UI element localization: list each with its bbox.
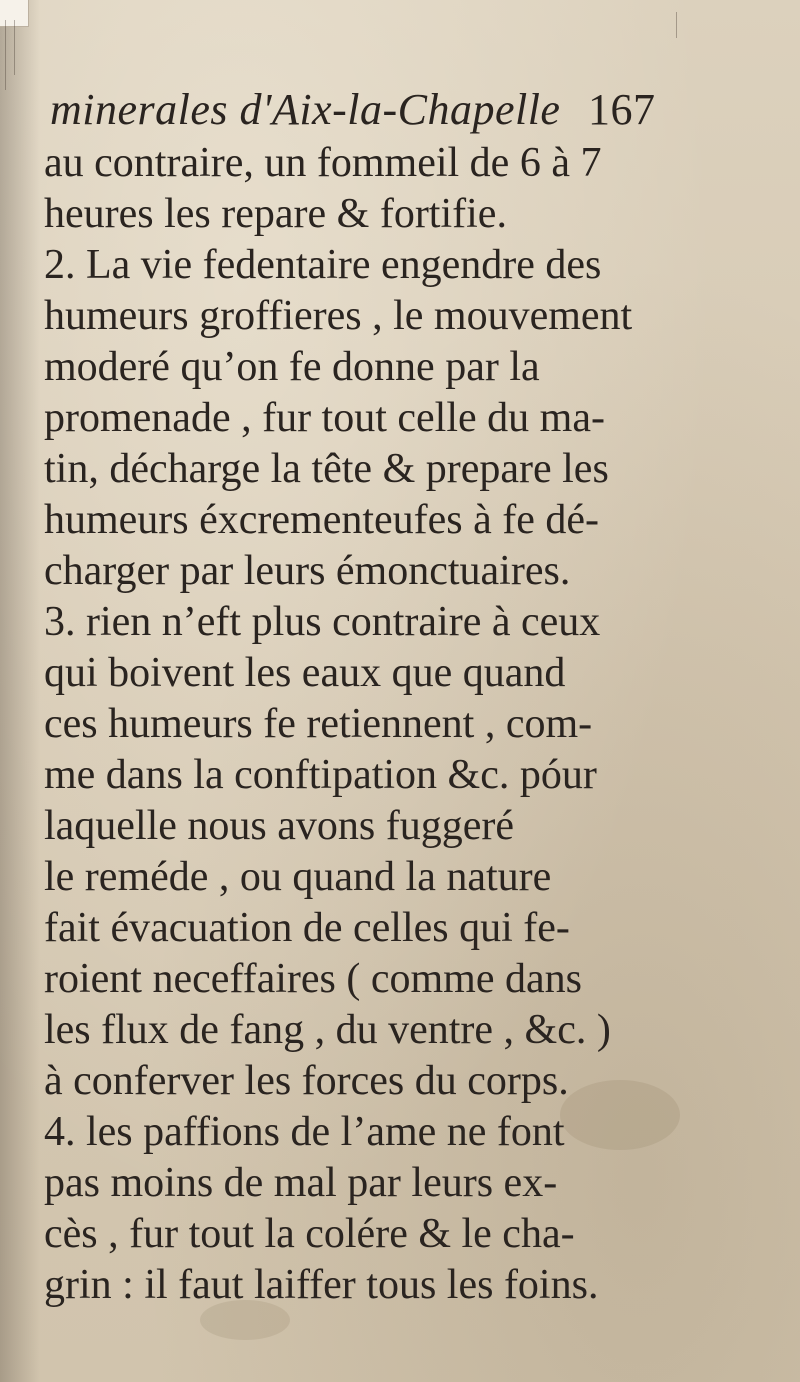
text-line: au contraire, un fommeil de 6 à 7 (44, 140, 602, 186)
text-line: à conferver les forces du corps. (44, 1058, 569, 1104)
text-line: 3. rien n’eft plus contraire à ceux (44, 599, 601, 645)
text-line: le reméde , ou quand la nature (44, 854, 552, 900)
text-line: fait évacuation de celles qui fe- (44, 905, 570, 951)
page-edge-line (14, 20, 15, 75)
text-line: moderé qu’on fe donne par la (44, 344, 540, 390)
text-line: 4. les paffions de l’ame ne font (44, 1109, 565, 1155)
gutter-shadow (0, 0, 40, 1382)
page-number: 167 (587, 85, 656, 134)
text-line: qui boivent les eaux que quand (44, 650, 566, 696)
text-line: roient neceffaires ( comme dans (44, 956, 582, 1002)
text-line: pas moins de mal par leurs ex- (44, 1160, 558, 1206)
text-line: me dans la conftipation &c. póur (44, 752, 597, 798)
running-header (50, 84, 750, 135)
text-line: charger par leurs émonctuaires. (44, 548, 571, 594)
text-line: ces humeurs fe retiennent , com- (44, 701, 593, 747)
text-line: tin, décharge la tête & prepare les (44, 446, 609, 492)
running-title: minerales d'Aix-la-Chapelle (50, 85, 561, 134)
text-line: les flux de fang , du ventre , &c. ) (44, 1007, 611, 1053)
text-line: humeurs groffieres , le mouvement (44, 293, 633, 339)
text-line: cès , fur tout la colére & le cha- (44, 1211, 575, 1257)
text-line: promenade , fur tout celle du ma- (44, 395, 605, 441)
text-line: grin : il faut laiffer tous les foins. (44, 1262, 599, 1308)
page-edge-line (5, 20, 6, 90)
text-line: 2. La vie fedentaire engendre des (44, 242, 602, 288)
page-edge-line (676, 12, 677, 38)
text-line: heures les repare & fortifie. (44, 191, 507, 237)
text-line: humeurs éxcrementeufes à fe dé- (44, 497, 600, 543)
body-text (44, 138, 774, 1311)
text-line: laquelle nous avons fuggeré (44, 803, 515, 849)
